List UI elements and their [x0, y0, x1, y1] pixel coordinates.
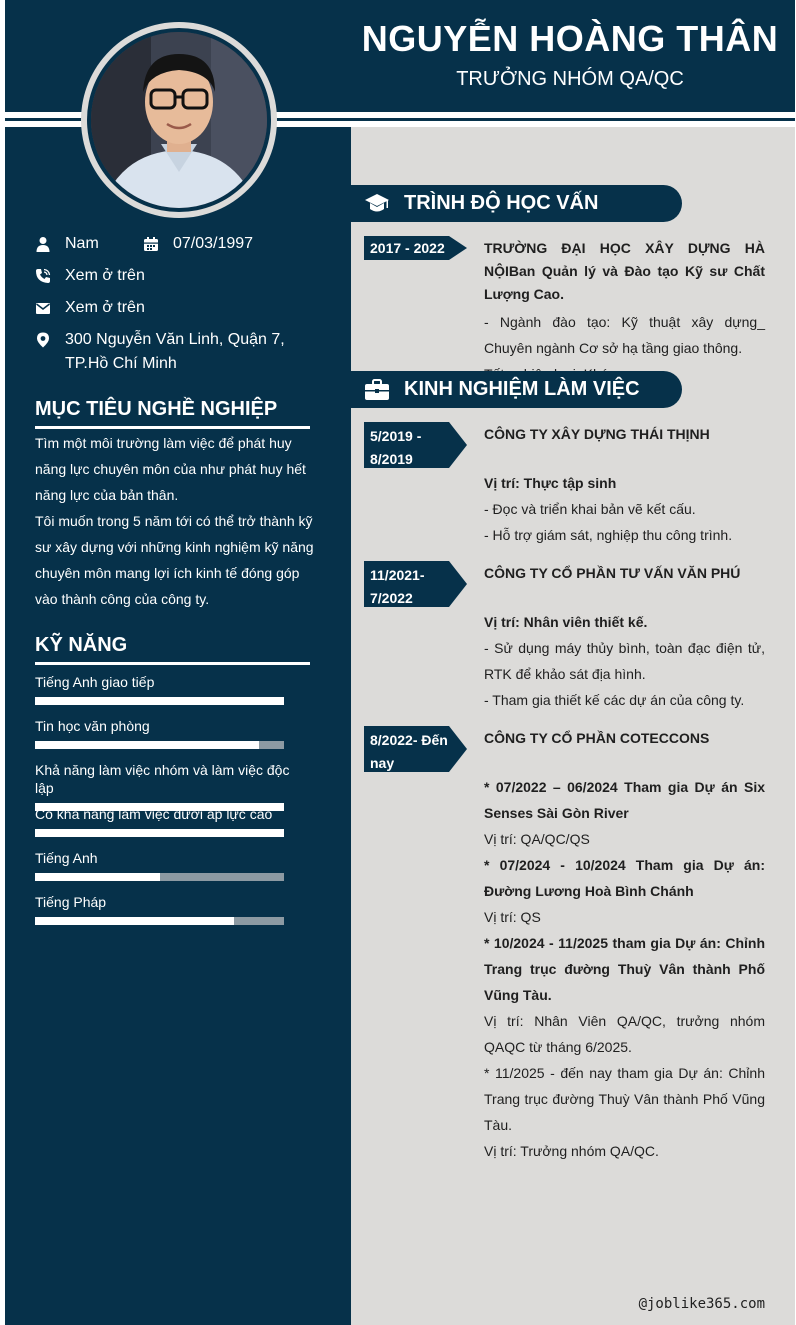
skill-label: Tin học văn phòng [35, 718, 150, 734]
skill-bar-fill [35, 873, 160, 881]
project-name: * 10/2024 - 11/2025 tham gia Dự án: Chỉnh Trang trục đường Thuỳ Vân thành Phố Vũng Tàu. [484, 935, 765, 1003]
job-company: CÔNG TY CỔ PHẦN COTECCONS [484, 730, 710, 746]
email-value: Xem ở trên [65, 299, 145, 316]
job-line: - Hỗ trợ giám sát, nghiệp thu công trình. [484, 527, 733, 543]
candidate-title: TRƯỞNG NHÓM QA/QC [456, 68, 684, 90]
avatar [91, 32, 267, 208]
skill-bar [35, 829, 284, 837]
education-date: 2017 - 2022 [370, 240, 445, 256]
candidate-name: NGUYỄN HOÀNG THÂN [361, 18, 779, 59]
birthday-item [143, 232, 333, 256]
project-role: Vị trí: QA/QC/QS [484, 831, 590, 847]
job-position: Vị trí: Thực tập sinh [484, 475, 617, 491]
job-date-tag [364, 561, 467, 607]
job-line: - Đọc và triển khai bản vẽ kết cấu. [484, 501, 696, 517]
skill-bar [35, 873, 284, 881]
skill-item [35, 761, 295, 811]
skill-bar [35, 917, 284, 925]
skill-item [35, 717, 295, 749]
map-pin-icon [35, 332, 51, 348]
skill-bar-fill [35, 697, 284, 705]
footer-watermark: @joblike365.com [638, 1296, 765, 1312]
job-date-tag [364, 422, 467, 468]
email-item [35, 296, 325, 320]
job-position: Vị trí: Nhân viên thiết kế. [484, 614, 648, 630]
cv-page [5, 0, 795, 1325]
job-date: 8/2022- Đến nay [370, 732, 448, 771]
education-title: TRÌNH ĐỘ HỌC VẤN [404, 192, 599, 214]
education-date-tag [364, 236, 467, 260]
address-value: 300 Nguyễn Văn Linh, Quận 7, TP.Hồ Chí Minh [65, 331, 285, 372]
job-company: CÔNG TY XÂY DỰNG THÁI THỊNH [484, 426, 710, 442]
skill-label: Tiếng Anh giao tiếp [35, 674, 155, 690]
skill-bar-fill [35, 829, 284, 837]
envelope-icon [35, 300, 51, 316]
job-line: - Tham gia thiết kế các dự án của công ty. [484, 692, 745, 708]
project-name: * 11/2025 - đến nay tham gia Dự án: Chỉnh Trang trục đường Thuỳ Vân thành Phố Vũng Tàu. [484, 1065, 765, 1133]
graduation-cap-icon [364, 191, 390, 217]
project-role: Vị trí: Trưởng nhóm QA/QC. [484, 1143, 659, 1159]
project-role: Vị trí: Nhân Viên QA/QC, trưởng nhóm QAQC từ tháng 6/2025. [484, 1013, 765, 1055]
experience-ribbon [351, 371, 682, 408]
phone-item [35, 264, 325, 288]
objective-divider [35, 426, 310, 429]
address-item [35, 328, 335, 378]
job-entry [484, 726, 765, 1164]
skill-label: Có khả năng làm việc dưới áp lực cao [35, 806, 273, 822]
skill-item [35, 673, 295, 705]
education-major: - Ngành đào tạo: Kỹ thuật xây dựng_ Chuyên ngành Cơ sở hạ tầng giao thông. [484, 314, 765, 356]
education-entry [484, 236, 765, 387]
job-date: 11/2021- 7/2022 [370, 567, 425, 606]
objective-title: MỤC TIÊU NGHỀ NGHIỆP [35, 398, 278, 420]
skill-bar [35, 741, 284, 749]
skill-item [35, 805, 295, 837]
skill-label: Tiếng Anh [35, 850, 98, 866]
skill-item [35, 893, 295, 925]
job-date: 5/2019 - 8/2019 [370, 428, 422, 467]
calendar-icon [143, 236, 159, 252]
phone-icon [35, 268, 51, 284]
experience-title: KINH NGHIỆM LÀM VIỆC [404, 378, 640, 400]
gender-item [35, 232, 145, 256]
skill-bar [35, 697, 284, 705]
birthday-value: 07/03/1997 [173, 235, 254, 252]
job-company: CÔNG TY CỔ PHẦN TƯ VẤN VĂN PHÚ [484, 565, 741, 581]
briefcase-icon [364, 377, 390, 403]
objective-text: Tìm một môi trường làm việc để phát huy năng lực chuyên môn của như phát huy hết năng lực của bản thân. Tôi muốn trong 5 năm tới có thể trở thành kỹ sư xây dựng với những kinh nghiệm kỹ năng chuyên môn mang lợi ích kinh tế đóng góp vào thành công của công ty. [35, 435, 314, 607]
job-entry [484, 561, 765, 713]
job-entry [484, 422, 765, 548]
skill-label: Khả năng làm việc nhóm và làm việc độc lập [35, 762, 290, 796]
user-icon [35, 236, 51, 252]
skills-title: KỸ NĂNG [35, 634, 128, 656]
education-school: TRƯỜNG ĐẠI HỌC XÂY DỰNG HÀ NỘIBan Quản lý và Đào tạo Kỹ sư Chất Lượng Cao. [484, 240, 765, 302]
education-ribbon [351, 185, 682, 222]
job-date-tag [364, 726, 467, 772]
skill-bar-fill [35, 741, 259, 749]
job-line: - Sử dụng máy thủy bình, toàn đạc điện tử, RTK để khảo sát địa hình. [484, 640, 765, 682]
skill-bar-fill [35, 917, 234, 925]
skill-label: Tiếng Pháp [35, 894, 107, 910]
skills-divider [35, 662, 310, 665]
phone-value: Xem ở trên [65, 267, 145, 284]
skill-item [35, 849, 295, 881]
avatar-photo [91, 32, 267, 208]
project-name: * 07/2022 – 06/2024 Tham gia Dự án Six Senses Sài Gòn River [484, 779, 765, 821]
gender-value: Nam [65, 235, 99, 252]
project-role: Vị trí: QS [484, 909, 541, 925]
project-name: * 07/2024 - 10/2024 Tham gia Dự án: Đường Lương Hoà Bình Chánh [484, 857, 765, 899]
